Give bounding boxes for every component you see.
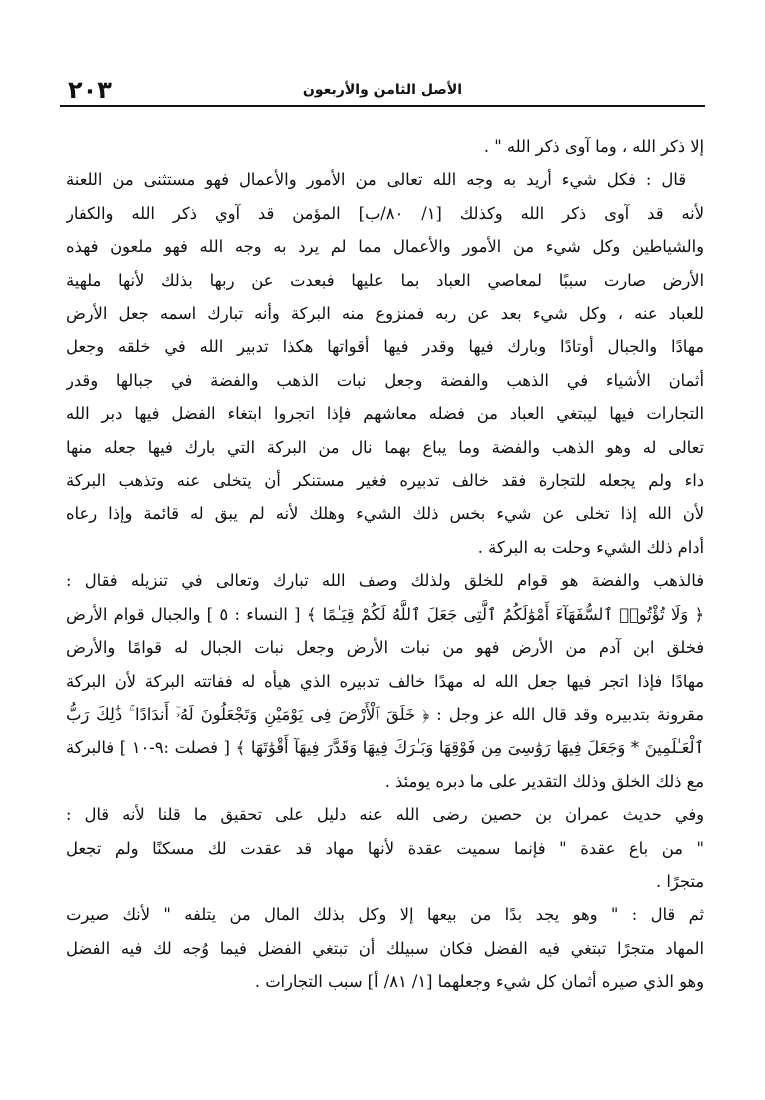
text-line: فخلق ابن آدم من الأرض فهو من نبات الأرض وجعل نبات الجبال له قوامًا والأرض bbox=[66, 638, 704, 658]
page-number: ٢٠٣ bbox=[68, 76, 112, 104]
text-line: متجرًا . bbox=[655, 871, 704, 891]
text-line: أثمان الأشياء في الذهب والفضة وجعل نبات الذهب والفضة في جبالها وقدر bbox=[66, 370, 704, 390]
text-line: قال : فكل شيء أريد به وجه الله تعالى من الأمور والأعمال فهو مستثنى من اللعنة bbox=[66, 170, 686, 190]
body-text bbox=[66, 130, 704, 999]
text-line: للعباد عنه ، وكل شيء بعد عن ربه فمنزوع منه البركة وأنه تبارك اسمه جعل الأرض bbox=[66, 304, 704, 324]
text-line: " من باع عقدة " فإنما سميت عقدة لأنها مهاد قد عقدت لك مسكنًا ولم تجعل bbox=[66, 838, 704, 858]
text-line: المهاد متجرًا تبتغي فيه الفضل فكان سبيلك أن تبتغي الفضل فيما وُجه لك فيه الفضل bbox=[66, 938, 704, 958]
text-line: تعالى له وهو الذهب والفضة وما يباع بهما نال من البركة التي بارك فيها جعله منها bbox=[66, 437, 704, 457]
text-line: التجارات فيها ليبتغي العباد من فضله معاشهم فإذا اتجروا ابتغاء الفضل فيها دبر الله bbox=[66, 404, 704, 424]
paragraph-4 bbox=[66, 798, 704, 898]
text-line: فالذهب والفضة هو قوام للخلق ولذلك وصف الله تبارك وتعالى في تنزيله فقال : bbox=[66, 571, 704, 591]
text-line: مع ذلك الخلق وذلك التقدير على ما دبره يومئذ . bbox=[384, 771, 704, 791]
running-title: الأصل الثامن والأربعون bbox=[302, 82, 463, 98]
text-line: لأنه قد آوى ذكر الله وكذلك [١/ ٨٠/ب] المؤمن قد آوي ذكر الله والكفار bbox=[66, 203, 704, 223]
text-line: ثم قال : " وهو يجد بدًا من بيعها إلا وكل بذلك المال من يتلفه " لأنك صيرت bbox=[66, 905, 704, 925]
paragraph-3 bbox=[66, 564, 704, 798]
text-line: لأن الله إذا تخلى عن شيء بخس ذلك الشيء وهلك لأنه لم يبق له قائمة وإذا رعاه bbox=[66, 504, 704, 524]
paragraph-1 bbox=[66, 130, 704, 163]
text-line: مهادًا فإذا اتجر فيها جعل الله له مهدًا خالف تدبيره الذي هيأه له ففاتته البركة لأن البركة bbox=[66, 671, 704, 691]
quran-verse-line: مقرونة بتدبيره وقد قال الله عز وجل : ﴿ خَلَقَ ٱلْأَرْضَ فِى يَوْمَيْنِ وَتَجْعَلُونَ لَهُۥٓ أَندَادًا ۚ ذَٰلِكَ رَبُّ bbox=[66, 704, 704, 724]
header-rule bbox=[60, 105, 705, 107]
paragraph-5 bbox=[66, 898, 704, 998]
text-line: وفي حديث عمران بن حصين رضى الله عنه دليل على تحقيق ما قلنا لأنه قال : bbox=[66, 805, 704, 825]
quran-verse-line: ﴿ وَلَا تُؤْتُوا۟ ٱلسُّفَهَآءَ أَمْوَٰلَكُمُ ٱلَّتِى جَعَلَ ٱللَّهُ لَكُمْ قِيَـٰمًا ﴾ [ النساء : ٥ ] والجبال قوام الأرض bbox=[66, 604, 704, 624]
text-line: أدام ذلك الشيء وحلت به البركة . bbox=[477, 537, 704, 557]
text-line: وهو الذي صيره أثمان كل شيء وجعلهما [١/ ٨١/ أ] سبب التجارات . bbox=[254, 972, 704, 992]
text-line: والشياطين وكل شيء من الأمور والأعمال مما لم يرد به وجه الله فهو ملعون فهذه bbox=[66, 237, 704, 257]
text-line: داء ولم يجعله للتجارة فقد خالف تدبيره فغير مستنكر أن يتخلى عنه وتذهب البركة bbox=[66, 471, 704, 491]
quran-verse-line: ٱلْعَـٰلَمِينَ * وَجَعَلَ فِيهَا رَوَٰسِىَ مِن فَوْقِهَا وَبَـٰرَكَ فِيهَا وَقَدَّرَ فِيهَآ أَقْوَٰتَهَا ﴾ [ فصلت :٩-١٠ ] فالبركة bbox=[66, 738, 704, 758]
text-line: مهادًا والجبال أوتادًا وبارك فيها وقدر فيها أقواتها هكذا تدبير الله في خلقه وجعل bbox=[66, 337, 704, 357]
text-line: إلا ذكر الله ، وما آوى ذكر الله " . bbox=[483, 137, 704, 156]
page-header bbox=[60, 74, 705, 104]
paragraph-2 bbox=[66, 163, 704, 564]
text-line: الأرض صارت سببًا لمعاصي العباد بما عليها فبعدت عن ربها بذلك لأنها ملهية bbox=[66, 270, 704, 290]
